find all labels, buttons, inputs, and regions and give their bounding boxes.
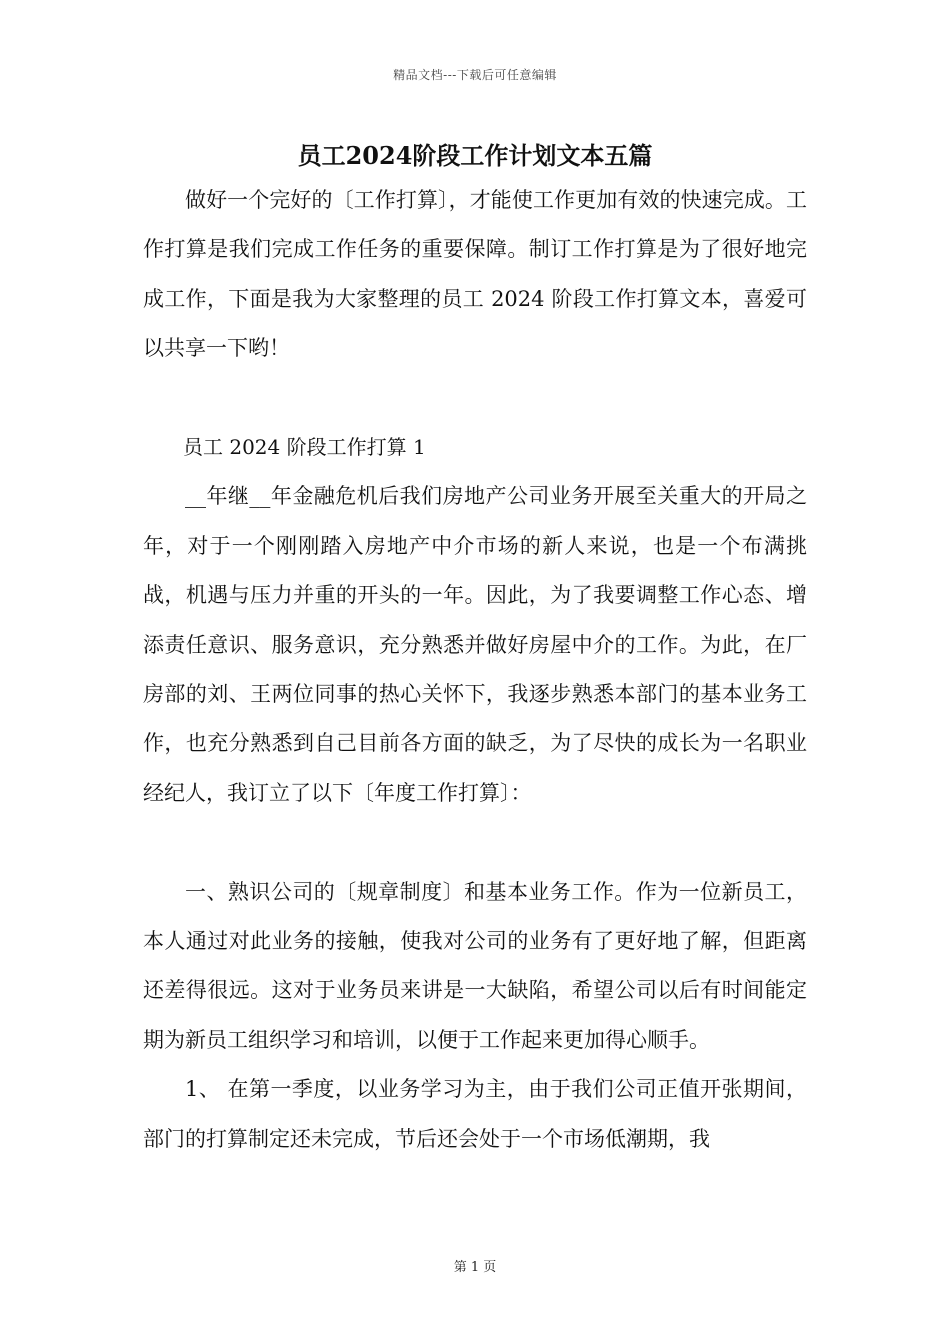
section-heading: 员工 2024 阶段工作打算 1 xyxy=(183,435,426,460)
body-paragraph: 一、熟识公司的〔规章制度〕和基本业务工作。作为一位新员工，本人通过对此业务的接触，使我对公司的业务有了更好地了解，但距离还差得很远。这对于业务员来讲是一大缺陷，希望公司以后有时间能定期为新员工组织学习和培训，以便于工作起来更加得心顺手。 xyxy=(143,879,807,1052)
header-note: 精品文档---下载后可任意编辑 xyxy=(393,68,557,82)
page-number: 第 1 页 xyxy=(453,1260,497,1275)
intro-paragraph: 做好一个完好的〔工作打算〕，才能使工作更加有效的快速完成。工作打算是我们完成工作任务的重要保障。制订工作打算是为了很好地完成工作，下面是我为大家整理的员工 2024 阶段工作打算文本，喜爱可以共享一下哟！ xyxy=(143,188,807,361)
body-paragraph: 1、 在第一季度，以业务学习为主，由于我们公司正值开张期间，部门的打算制定还未完成，节后还会处于一个市场低潮期，我 xyxy=(143,1077,807,1151)
body-paragraph: __年继__年金融危机后我们房地产公司业务开展至关重大的开局之年，对于一个刚刚踏入房地产中介市场的新人来说，也是一个布满挑战，机遇与压力并重的开头的一年。因此，为了我要调整工作心态、增添责任意识、服务意识，充分熟悉并做好房屋中介的工作。为此，在厂房部的刘、王两位同事的热心关怀下，我逐步熟悉本部门的基本业务工作，也充分熟悉到自己目前各方面的缺乏，为了尽快的成长为一名职业经纪人，我订立了以下〔年度工作打算〕： xyxy=(143,484,807,805)
document-body xyxy=(143,176,807,1164)
document-title: 员工2024阶段工作计划文本五篇 xyxy=(297,141,653,170)
